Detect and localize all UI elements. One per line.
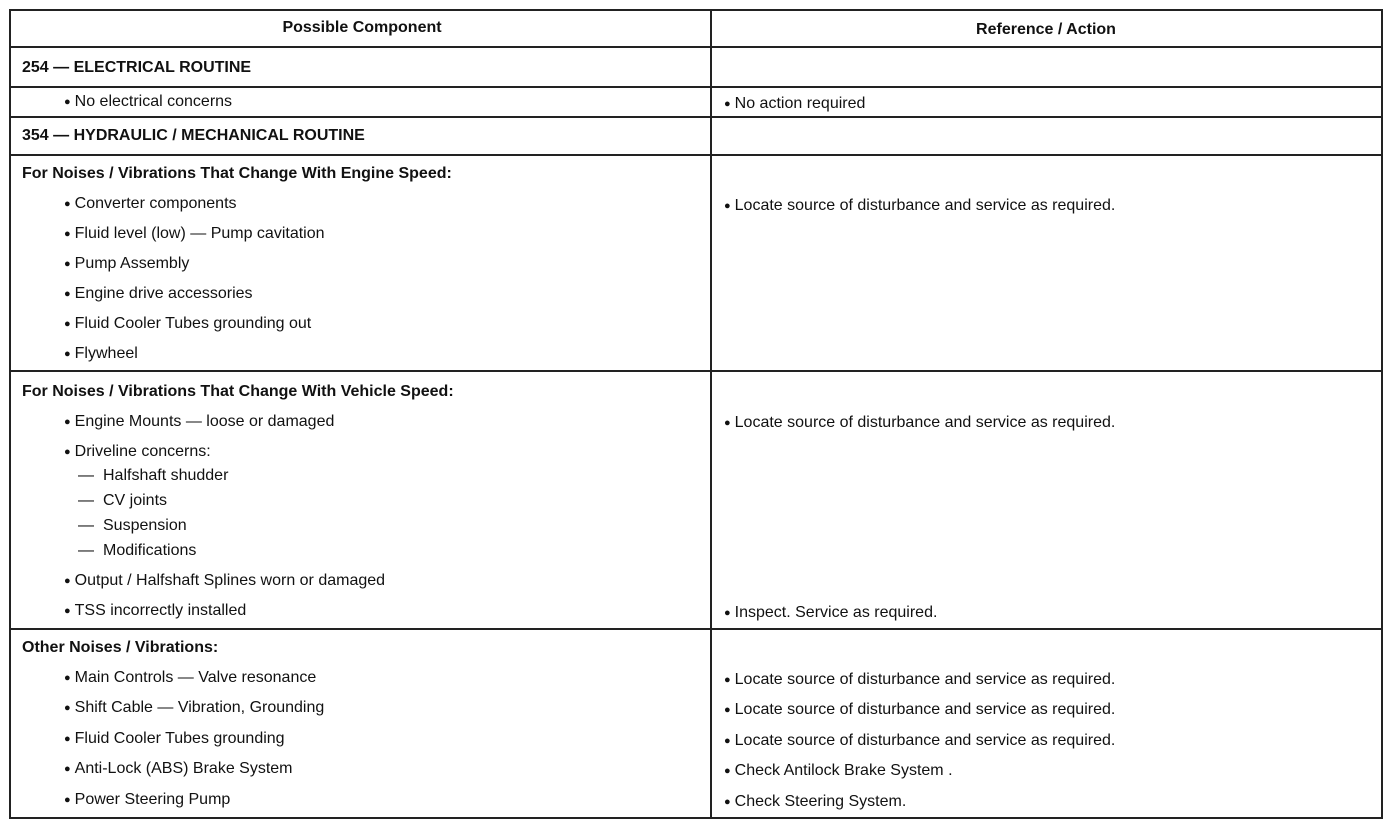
list-item: ● No electrical concerns (64, 92, 232, 113)
list-item: ● TSS incorrectly installed (64, 601, 246, 622)
list-item: ● Shift Cable — Vibration, Grounding (64, 698, 324, 719)
action-item: ● Inspect. Service as required. (724, 603, 937, 624)
sub-list-item: — Halfshaft shudder (78, 466, 228, 486)
action-item: ● Locate source of disturbance and service as required. (724, 700, 1115, 721)
action-item: ● No action required (724, 94, 865, 115)
list-item: ● Fluid Cooler Tubes grounding out (64, 314, 311, 335)
column-divider (710, 9, 712, 819)
group-title-other: Other Noises / Vibrations: (22, 639, 219, 656)
header-reference-action: Reference / Action (976, 21, 1116, 38)
list-item: ● Fluid level (low) — Pump cavitation (64, 224, 325, 245)
group-title-engine-speed: For Noises / Vibrations That Change With Engine Speed: (22, 165, 452, 182)
row-divider (9, 628, 1383, 630)
section-title-hydraulic: 354 — HYDRAULIC / MECHANICAL ROUTINE (22, 127, 365, 144)
row-divider (9, 46, 1383, 48)
row-divider (9, 116, 1383, 118)
list-item: ● Flywheel (64, 344, 138, 365)
section-title-electrical: 254 — ELECTRICAL ROUTINE (22, 59, 252, 76)
action-item: ● Check Steering System. (724, 792, 906, 813)
row-divider (9, 370, 1383, 372)
list-item: ● Converter components (64, 194, 237, 215)
sub-list-item: — Suspension (78, 516, 187, 536)
list-item: ● Anti-Lock (ABS) Brake System (64, 759, 293, 780)
header-possible-component: Possible Component (282, 19, 442, 36)
list-item: ● Fluid Cooler Tubes grounding (64, 729, 285, 750)
list-item: ● Driveline concerns: (64, 442, 211, 463)
action-item: ● Check Antilock Brake System . (724, 761, 953, 782)
list-item: ● Power Steering Pump (64, 790, 230, 811)
row-divider (9, 154, 1383, 156)
list-item: ● Output / Halfshaft Splines worn or damaged (64, 571, 385, 592)
action-item: ● Locate source of disturbance and service as required. (724, 731, 1115, 752)
list-item: ● Pump Assembly (64, 254, 189, 275)
list-item: ● Engine drive accessories (64, 284, 253, 305)
list-item: ● Engine Mounts — loose or damaged (64, 412, 334, 433)
sub-list-item: — Modifications (78, 541, 196, 561)
action-item: ● Locate source of disturbance and service as required. (724, 196, 1115, 217)
list-item: ● Main Controls — Valve resonance (64, 668, 316, 689)
sub-list-item: — CV joints (78, 491, 167, 511)
action-item: ● Locate source of disturbance and service as required. (724, 670, 1115, 691)
row-divider (9, 86, 1383, 88)
action-item: ● Locate source of disturbance and service as required. (724, 413, 1115, 434)
group-title-vehicle-speed: For Noises / Vibrations That Change With Vehicle Speed: (22, 383, 454, 400)
